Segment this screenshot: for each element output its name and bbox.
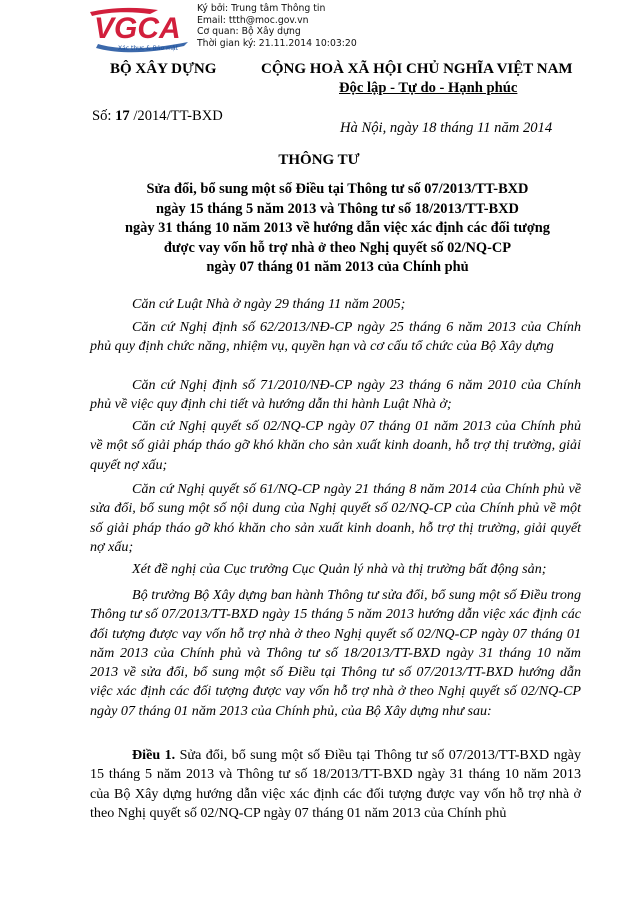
subject-line: được vay vốn hỗ trợ nhà ở theo Nghị quyết số 02/NQ-CP	[163, 239, 512, 256]
digital-signature-info	[197, 3, 357, 49]
subject-line: ngày 15 tháng 5 năm 2013 và Thông tư số 18/2013/TT-BXD	[156, 200, 519, 217]
document-number-value: 17	[115, 108, 130, 124]
preamble-resolution-61: Căn cứ Nghị quyết số 61/NQ-CP ngày 21 tháng 8 năm 2014 của Chính phủ về sửa đổi, bổ sung một số nội dung của Nghị quyết số 02/NQ-CP của Chính phủ về một số giải pháp tháo gỡ khó khăn cho sản xuất kinh doanh, hỗ trợ thị trường, giải quyết nợ xấu;	[90, 481, 581, 555]
preamble-housing-law: Căn cứ Luật Nhà ở ngày 29 tháng 11 năm 2005;	[132, 296, 406, 312]
signer-email: Email: ttth@moc.gov.vn	[197, 14, 309, 26]
article-1-label: Điều 1.	[132, 747, 176, 763]
subject-line: Sửa đổi, bổ sung một số Điều tại Thông tư số 07/2013/TT-BXD	[146, 181, 529, 197]
national-motto: Độc lập - Tự do - Hạnh phúc	[339, 80, 518, 96]
article-1	[90, 746, 581, 823]
vgca-logo	[88, 4, 194, 54]
preamble-decree-71: Căn cứ Nghị định số 71/2010/NĐ-CP ngày 23 tháng 6 năm 2010 của Chính phủ về việc quy định chi tiết và hướng dẫn thi hành Luật Nhà ở;	[90, 377, 581, 413]
signer-agency: Cơ quan: Bộ Xây dựng	[197, 26, 301, 37]
document-number	[92, 108, 223, 125]
article-1-text: Sửa đổi, bổ sung một số Điều tại Thông tư số 07/2013/TT-BXD ngày 15 tháng 5 năm 2013 và Thông tư số 18/2013/TT-BXD ngày 31 tháng 10 năm 2013 của Bộ Xây dựng hướng dẫn việc xác định các đối tượng được vay vốn hỗ trợ nhà ở theo Nghị quyết số 02/NQ-CP ngày 07 tháng 01 năm 2013 của Chính phủ	[90, 747, 581, 821]
national-title: CỘNG HOÀ XÃ HỘI CHỦ NGHĨA VIỆT NAM	[261, 61, 573, 77]
preamble-resolution-02: Căn cứ Nghị quyết số 02/NQ-CP ngày 07 tháng 01 năm 2013 của Chính phủ về một số giải pháp tháo gỡ khó khăn cho sản xuất kinh doanh, hỗ trợ thị trường, giải quyết nợ xấu;	[90, 418, 581, 473]
preamble-decree-62: Căn cứ Nghị định số 62/2013/NĐ-CP ngày 25 tháng 6 năm 2013 của Chính phủ quy định chức năng, nhiệm vụ, quyền hạn và cơ cấu tổ chức của Bộ Xây dựng	[90, 319, 581, 355]
place-and-date: Hà Nội, ngày 18 tháng 11 năm 2014	[340, 120, 553, 136]
preamble-proposal: Xét đề nghị của Cục trưởng Cục Quản lý nhà và thị trường bất động sản;	[132, 561, 547, 577]
document-number-suffix: /2014/TT-BXD	[129, 108, 223, 124]
document-type: THÔNG TƯ	[278, 152, 360, 168]
document-number-prefix: Số:	[92, 108, 116, 124]
logo-text: VGCA	[94, 12, 181, 45]
document-subject	[92, 180, 583, 278]
logo-tagline: Xác thực & Bảo mật	[118, 45, 178, 52]
subject-line: ngày 31 tháng 10 năm 2013 về hướng dẫn việc xác định các đối tượng	[124, 220, 550, 236]
preamble-minister-decision: Bộ trưởng Bộ Xây dựng ban hành Thông tư sửa đổi, bổ sung một số Điều trong Thông tư số 07/2013/TT-BXD ngày 15 tháng 5 năm 2013 hướng dẫn việc xác định các đối tượng được vay vốn hỗ trợ nhà ở theo Nghị quyết số 02/NQ-CP ngày 07 tháng 01 năm 2013 của Chính phủ và Thông tư số 18/2013/TT-BXD ngày 31 tháng 10 năm 2013 về sửa đổi, bổ sung một số Điều tại Thông tư số 07/2013/TT-BXD hướng dẫn việc xác định các đối tượng được vay vốn hỗ trợ nhà ở theo Nghị quyết số 02/NQ-CP ngày 07 tháng 01 năm 2013 của Chính phủ, của Bộ Xây dựng như sau:	[90, 587, 581, 719]
subject-line: ngày 07 tháng 01 năm 2013 của Chính phủ	[206, 259, 469, 275]
signing-time: Thời gian ký: 21.11.2014 10:03:20	[197, 37, 357, 49]
issuing-agency: BỘ XÂY DỰNG	[110, 61, 217, 77]
signer-line: Ký bởi: Trung tâm Thông tin	[197, 3, 326, 14]
